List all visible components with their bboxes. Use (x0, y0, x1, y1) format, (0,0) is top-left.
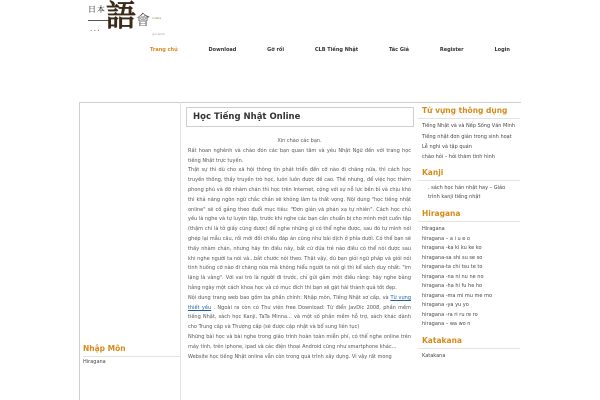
paragraph-website: Website học tiếng Nhật online vẫn còn trong quá trình xây dựng. Vì vậy rất mong (188, 353, 392, 360)
list-item[interactable]: hiragana -ra ri ru re ro (422, 311, 478, 318)
logo-tagline: online (152, 16, 162, 20)
list-item[interactable]: hiragana -ma mi mu me mo (422, 292, 493, 299)
nav-author[interactable]: Tác Giả (389, 47, 410, 53)
right-sidebar (418, 104, 520, 400)
list-item[interactable]: Lễ nghi và tập quán (422, 144, 472, 151)
list-item[interactable]: hiragana -ya yu yo (422, 302, 469, 309)
main-nav (150, 44, 510, 56)
list-item[interactable]: hiragana-ta chi tsu te to (422, 264, 483, 271)
section-title-hiragana: Hiragana (418, 207, 520, 222)
list-item[interactable]: Hiragana (422, 226, 445, 233)
left-section-title: Nhập Môn (83, 342, 181, 357)
katakana-list (418, 349, 520, 366)
list-item[interactable]: hiragana -ha hi fu he ho (422, 283, 483, 290)
list-item[interactable]: hiragana-sa shi su se so (422, 254, 483, 261)
kanji-list (418, 181, 520, 207)
logo-main-kanji: 語 (106, 0, 136, 34)
paragraph-intro: Rất hoan nghênh và chào đón các bạn quan tâm và yêu Nhật Ngữ đến với trang học tiếng Nhật trực tuyến. (188, 147, 411, 164)
paragraph-method: Thật sự thì dù cho xã hội thông tin phát triển đến cỡ nào đi chăng nữa, thì cách học truyền thống, thầy truyền trò học, luôn luôn được đề cao. Thế nhưng, để việc học thêm phong phú và đỡ nhàm chán thì học trên Internet, cộng với sự nỗ lực bền bỉ và chịu khó thì khả năng ngôn ngữ chắc chắn sẽ không làm ta thất vọng. Nội dung "học tiếng nhật online" sẽ cố gắng theo đuổi mục tiêu: "Đơn giản và phản xạ tự nhiên". Cách học chủ yếu là nghe và tự luyện tập, trước khi nghe các bạn cần chuẩn bị cho mình một cuốn tập (thậm chí là tờ giấy cũng được) để nghe những gì có thể nghe được, sau đó tự mình nói ghép lại mẫu câu, rồi mới đối chiếu đáp án cũng như bài dịch ở phía dưới. Có thể bạn sẽ thấy nhàm chán, nhưng hãy tin điều này, bất cứ đứa trẻ nào điều có thể nói được sau khi nghe người ta nói và...bắt chước nói theo. Thật vậy, dù bạn giỏi ngữ pháp và giỏi nói tình huống cỡ nào đi chăng nữa mà không hiểu người ta nói gì thì kể sách duy nhất: "im lặng là vàng". Với vai trò là người đi trước, chỉ gửi gắm một điều rằng: hãy nghe bằng hằng ngày một cách khoa học và có mục đích thì bạn sẽ gặt hái thành quả tốt đẹp. (188, 167, 411, 291)
paragraph-free: Những bài học và bài nghe trong giáo trình hoàn toàn miễn phí, có thể nghe online trên máy tính, trên iphone, ipad và các điện thoại Android cũng như smartphone khác... (188, 333, 411, 350)
section-title-kanji: Kanji (418, 166, 520, 181)
page-title: Học Tiếng Nhật Online (186, 107, 414, 127)
list-item[interactable]: hiragana -ka ki ku ke ko (422, 245, 482, 252)
article-body (183, 137, 415, 362)
list-item[interactable]: Tiếng nhật đơn giản trong sinh hoạt (422, 133, 512, 140)
list-item[interactable]: Katakana (422, 352, 446, 359)
left-item-hiragana[interactable]: Hiragana (83, 359, 106, 365)
nav-register[interactable]: Register (439, 47, 464, 53)
nav-login[interactable]: Login (494, 47, 510, 53)
list-item[interactable]: chào hỏi – hỏi thăm tình hình (422, 153, 495, 160)
list-item[interactable]: . sách học hán nhật hay – Giáo trình kanji tiếng nhật (428, 185, 506, 200)
nav-troubleshoot[interactable]: Gỡ rối (267, 47, 285, 53)
logo-side-kanji: 會 (136, 13, 150, 29)
nav-download[interactable]: Download (208, 47, 237, 53)
logo-tagline-sub: jpn.work (152, 32, 165, 36)
list-item[interactable]: hiragana – a i u e o (422, 235, 470, 242)
logo-small-text: 日本 (88, 5, 106, 14)
logo-dots: • • • (90, 28, 100, 33)
paragraph-contents-pre: Nội dung trang web bao gồm ba phần chính: Nhập môn, Tiếng Nhật sơ cấp, và (188, 294, 391, 301)
greeting-text: Xin chào các bạn. (277, 138, 322, 144)
list-item[interactable]: hiragana – wa wo n (422, 321, 471, 328)
list-item[interactable]: hiragana -na ni nu ne no (422, 273, 484, 280)
left-sidebar (79, 102, 181, 400)
paragraph-contents (188, 294, 411, 333)
essential-vocab-link[interactable]: Từ vựng thiết yếu (188, 294, 411, 311)
section-title-katakana: Katakana (418, 334, 520, 349)
section-title-vocab: Từ vựng thông dụng (418, 104, 520, 119)
site-logo[interactable] (88, 0, 183, 38)
nav-home[interactable]: Trang chủ (150, 47, 178, 53)
list-item[interactable]: Tiếng Nhật và và Nếp Sống Văn Minh (422, 123, 516, 129)
paragraph-contents-post: . Ngoài ra còn có Thư viện free Download: Từ điển JavDic 2008, phần mềm tiếng Nhật, sách học Kanji, TaTa Minna... và một số phần mềm hỗ trợ, sách khác dành cho Trung cấp và Thượng cấp (sẽ được cập nhật và bổ sung liên tục) (188, 304, 411, 331)
main-content (183, 104, 415, 400)
hiragana-list (418, 222, 520, 334)
vocab-list (418, 119, 520, 166)
nav-club[interactable]: CLB Tiếng Nhật (314, 47, 359, 53)
